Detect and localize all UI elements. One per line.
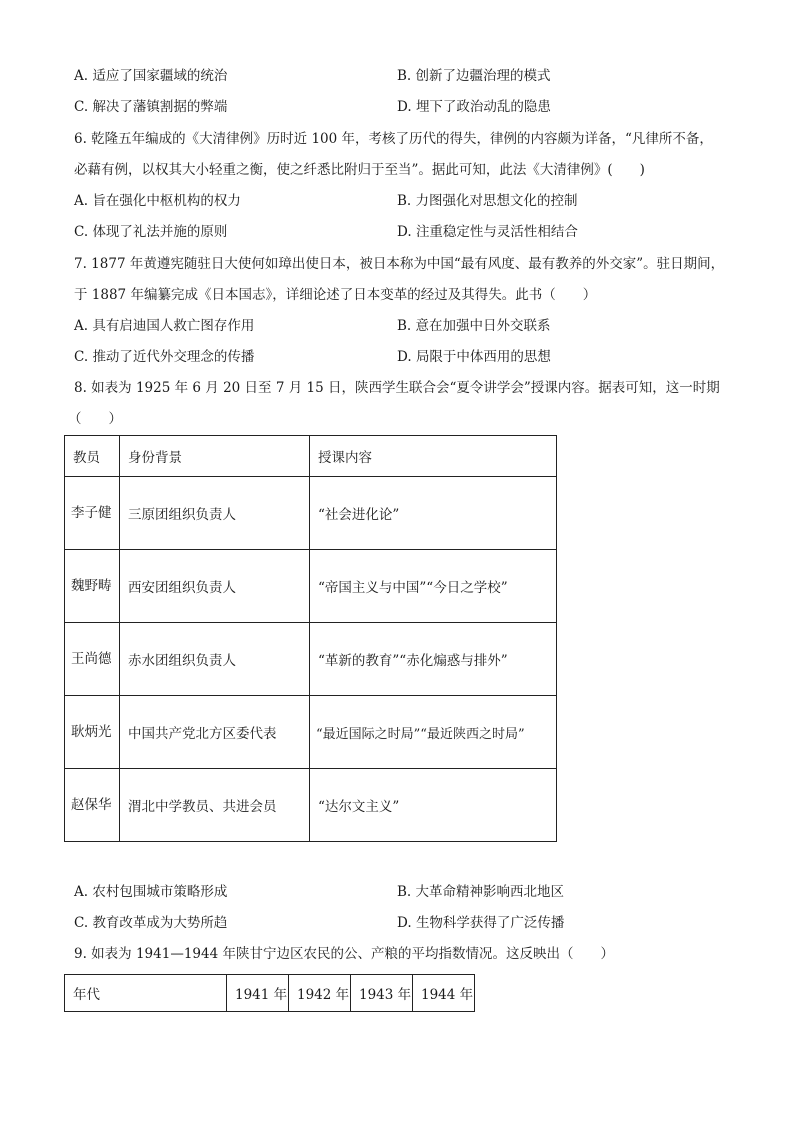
q6-stem-line-2: 必藉有例，以权其大小轻重之衡，使之纤悉比附归于至当”。据此可知，此法《大清律例》( ) <box>74 162 645 178</box>
q5-option-b[interactable]: B. 创新了边疆治理的模式 <box>397 68 551 84</box>
q8-options-row-1 <box>74 883 734 901</box>
q8-cell-content: “社会进化论” <box>310 477 557 550</box>
q8-cell-content: “最近国际之时局”“最近陕西之时局” <box>310 696 557 769</box>
q8-header-teacher: 教员 <box>65 436 120 477</box>
q9-header-1941: 1941 年 <box>227 975 289 1012</box>
q9-table-header-row <box>65 975 475 1012</box>
q8-table <box>64 435 557 842</box>
q7-options-row-1 <box>74 317 734 335</box>
q7-option-c[interactable]: C. 推动了近代外交理念的传播 <box>74 349 255 365</box>
q6-options-row-1 <box>74 192 734 210</box>
q8-cell-teacher: 王尚德 <box>65 623 120 696</box>
q8-cell-teacher: 耿炳光 <box>65 696 120 769</box>
q8-option-d[interactable]: D. 生物科学获得了广泛传播 <box>397 915 565 931</box>
q8-header-content: 授课内容 <box>310 436 557 477</box>
q8-cell-content: “达尔文主义” <box>310 769 557 842</box>
q7-option-a[interactable]: A. 具有启迪国人救亡图存作用 <box>74 318 255 334</box>
q8-cell-background: 中国共产党北方区委代表 <box>120 696 310 769</box>
q6-options-row-2 <box>74 223 734 241</box>
q8-cell-content: “革新的教育”“赤化煽惑与排外” <box>310 623 557 696</box>
q8-cell-teacher: 赵保华 <box>65 769 120 842</box>
q5-option-c[interactable]: C. 解决了藩镇割据的弊端 <box>74 99 228 115</box>
q6-option-b[interactable]: B. 力图强化对思想文化的控制 <box>397 193 578 209</box>
q8-header-background: 身份背景 <box>120 436 310 477</box>
q9-header-year-label: 年代 <box>65 975 227 1012</box>
q6-option-d[interactable]: D. 注重稳定性与灵活性相结合 <box>397 224 578 240</box>
q8-option-c[interactable]: C. 教育改革成为大势所趋 <box>74 915 228 931</box>
q8-options-row-2 <box>74 914 734 932</box>
q6-stem-line-1: 6. 乾隆五年编成的《大清律例》历时近 100 年，考核了历代的得失，律例的内容颇为详备，“凡律所不备， <box>74 131 713 147</box>
q8-cell-teacher: 魏野畴 <box>65 550 120 623</box>
q8-option-b[interactable]: B. 大革命精神影响西北地区 <box>397 884 565 900</box>
q8-stem-line-2: （ ） <box>68 411 122 427</box>
q5-option-d[interactable]: D. 埋下了政治动乱的隐患 <box>397 99 551 115</box>
q6-option-a[interactable]: A. 旨在强化中枢机构的权力 <box>74 193 241 209</box>
q5-options-row-1 <box>74 67 734 85</box>
q8-option-a[interactable]: A. 农村包围城市策略形成 <box>74 884 228 900</box>
q7-option-b[interactable]: B. 意在加强中日外交联系 <box>397 318 551 334</box>
q8-cell-background: 西安团组织负责人 <box>120 550 310 623</box>
q8-table-header-row <box>65 436 557 477</box>
table-row <box>65 769 557 842</box>
q5-options-row-2 <box>74 98 734 116</box>
table-row <box>65 550 557 623</box>
q7-option-d[interactable]: D. 局限于中体西用的思想 <box>397 349 551 365</box>
q9-header-1942: 1942 年 <box>289 975 351 1012</box>
q7-stem-line-1: 7. 1877 年黄遵宪随驻日大使何如璋出使日本，被日本称为中国“最有风度、最有教养的外交家”。驻日期间， <box>74 256 725 272</box>
q9-table <box>64 974 475 1012</box>
q6-option-c[interactable]: C. 体现了礼法并施的原则 <box>74 224 228 240</box>
q8-cell-teacher: 李子健 <box>65 477 120 550</box>
q7-stem-line-2: 于 1887 年编纂完成《日本国志》，详细论述了日本变革的经过及其得失。此书（ ） <box>74 287 597 303</box>
q8-cell-background: 渭北中学教员、共进会员 <box>120 769 310 842</box>
q8-cell-content: “帝国主义与中国”“今日之学校” <box>310 550 557 623</box>
q9-stem-line-1: 9. 如表为 1941—1944 年陕甘宁边区农民的公、产粮的平均指数情况。这反映出（ ） <box>74 946 614 962</box>
q8-cell-background: 三原团组织负责人 <box>120 477 310 550</box>
table-row <box>65 477 557 550</box>
q5-option-a[interactable]: A. 适应了国家疆域的统治 <box>74 68 228 84</box>
q9-header-1944: 1944 年 <box>413 975 475 1012</box>
table-row <box>65 623 557 696</box>
q9-header-1943: 1943 年 <box>351 975 413 1012</box>
q8-cell-background: 赤水团组织负责人 <box>120 623 310 696</box>
table-row <box>65 696 557 769</box>
q7-options-row-2 <box>74 348 734 366</box>
q8-stem-line-1: 8. 如表为 1925 年 6 月 20 日至 7 月 15 日，陕西学生联合会“夏令讲学会”授课内容。据表可知，这一时期 <box>74 380 720 396</box>
